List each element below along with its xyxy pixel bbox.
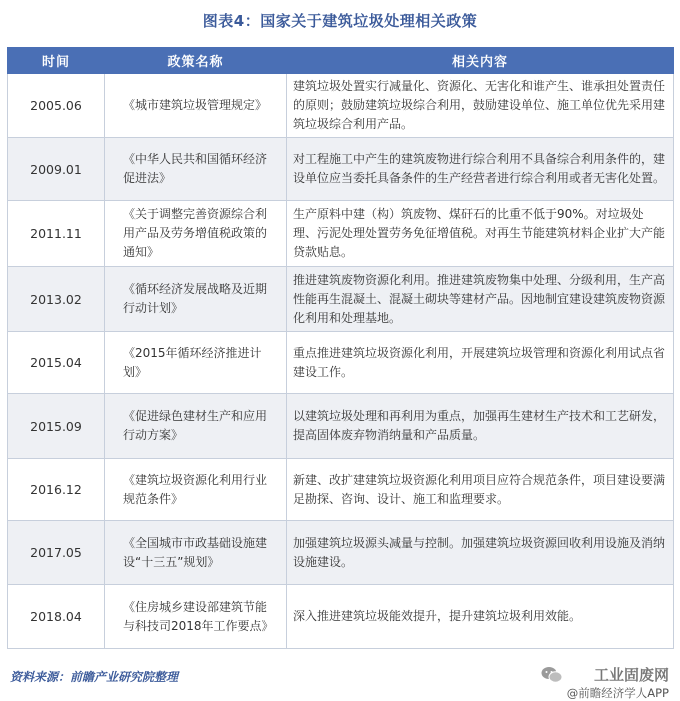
row-time: 2018.04 — [8, 585, 105, 649]
table-row — [8, 267, 674, 332]
wechat-icon — [541, 666, 563, 684]
table-row — [8, 394, 674, 459]
brand-name: 工业固废网 — [593, 666, 669, 684]
row-content: 加强建筑垃圾源头减量与控制。加强建筑垃圾资源回收利用设施及消纳设施建设。 — [287, 521, 674, 585]
row-policy: 《城市建筑垃圾管理规定》 — [105, 74, 287, 138]
row-time: 2015.04 — [8, 332, 105, 394]
row-time: 2005.06 — [8, 74, 105, 138]
row-time: 2015.09 — [8, 394, 105, 459]
policy-table — [7, 47, 674, 649]
brand-watermark — [567, 664, 669, 701]
table-header-row — [8, 48, 674, 74]
row-content: 深入推进建筑垃圾能效提升，提升建筑垃圾利用效能。 — [287, 585, 674, 649]
table-row — [8, 74, 674, 138]
row-policy: 《中华人民共和国循环经济促进法》 — [105, 138, 287, 201]
row-content: 建筑垃圾处置实行减量化、资源化、无害化和谁产生、谁承担处置责任的原则；鼓励建筑垃圾综合利用，鼓励建设单位、施工单位优先采用建筑垃圾综合利用产品。 — [287, 74, 674, 138]
row-policy: 《建筑垃圾资源化利用行业规范条件》 — [105, 459, 287, 521]
row-time: 2016.12 — [8, 459, 105, 521]
header-content: 相关内容 — [287, 48, 674, 74]
row-policy: 《促进绿色建材生产和应用行动方案》 — [105, 394, 287, 459]
table-row — [8, 138, 674, 201]
table-row — [8, 585, 674, 649]
row-policy: 《2015年循环经济推进计划》 — [105, 332, 287, 394]
chart-title: 图表4：国家关于建筑垃圾处理相关政策 — [202, 12, 478, 30]
row-policy: 《关于调整完善资源综合利用产品及劳务增值税政策的通知》 — [105, 201, 287, 267]
row-content: 生产原料中建（构）筑废物、煤矸石的比重不低于90%。对垃圾处理、污泥处理处置劳务免征增值税。对再生节能建筑材料企业扩大产能贷款贴息。 — [287, 201, 674, 267]
row-time: 2009.01 — [8, 138, 105, 201]
table-row — [8, 332, 674, 394]
table-row — [8, 459, 674, 521]
row-content: 重点推进建筑垃圾资源化利用，开展建筑垃圾管理和资源化利用试点省建设工作。 — [287, 332, 674, 394]
table-row — [8, 201, 674, 267]
brand-sub: @前瞻经济学人APP — [566, 686, 669, 700]
row-content: 对工程施工中产生的建筑废物进行综合利用不具备综合利用条件的，建设单位应当委托具备条件的生产经营者进行综合利用或者无害化处置。 — [287, 138, 674, 201]
row-policy: 《循环经济发展战略及近期行动计划》 — [105, 267, 287, 332]
table-row — [8, 521, 674, 585]
row-time: 2013.02 — [8, 267, 105, 332]
footer — [7, 662, 673, 700]
policy-table-container — [7, 47, 673, 649]
source-note: 资料来源：前瞻产业研究院整理 — [10, 670, 179, 684]
row-content: 新建、改扩建建筑垃圾资源化利用项目应符合规范条件，项目建设要满足勘探、咨询、设计、施工和监理要求。 — [287, 459, 674, 521]
row-time: 2017.05 — [8, 521, 105, 585]
row-policy: 《全国城市市政基础设施建设“十三五”规划》 — [105, 521, 287, 585]
row-policy: 《住房城乡建设部建筑节能与科技司2018年工作要点》 — [105, 585, 287, 649]
header-time: 时间 — [8, 48, 105, 74]
row-content: 以建筑垃圾处理和再利用为重点，加强再生建材生产技术和工艺研发，提高固体废弃物消纳量和产品质量。 — [287, 394, 674, 459]
row-time: 2011.11 — [8, 201, 105, 267]
row-content: 推进建筑废物资源化利用。推进建筑废物集中处理、分级利用，生产高性能再生混凝土、混凝土砌块等建材产品。因地制宜建设建筑废物资源化利用和处理基地。 — [287, 267, 674, 332]
header-policy: 政策名称 — [105, 48, 287, 74]
